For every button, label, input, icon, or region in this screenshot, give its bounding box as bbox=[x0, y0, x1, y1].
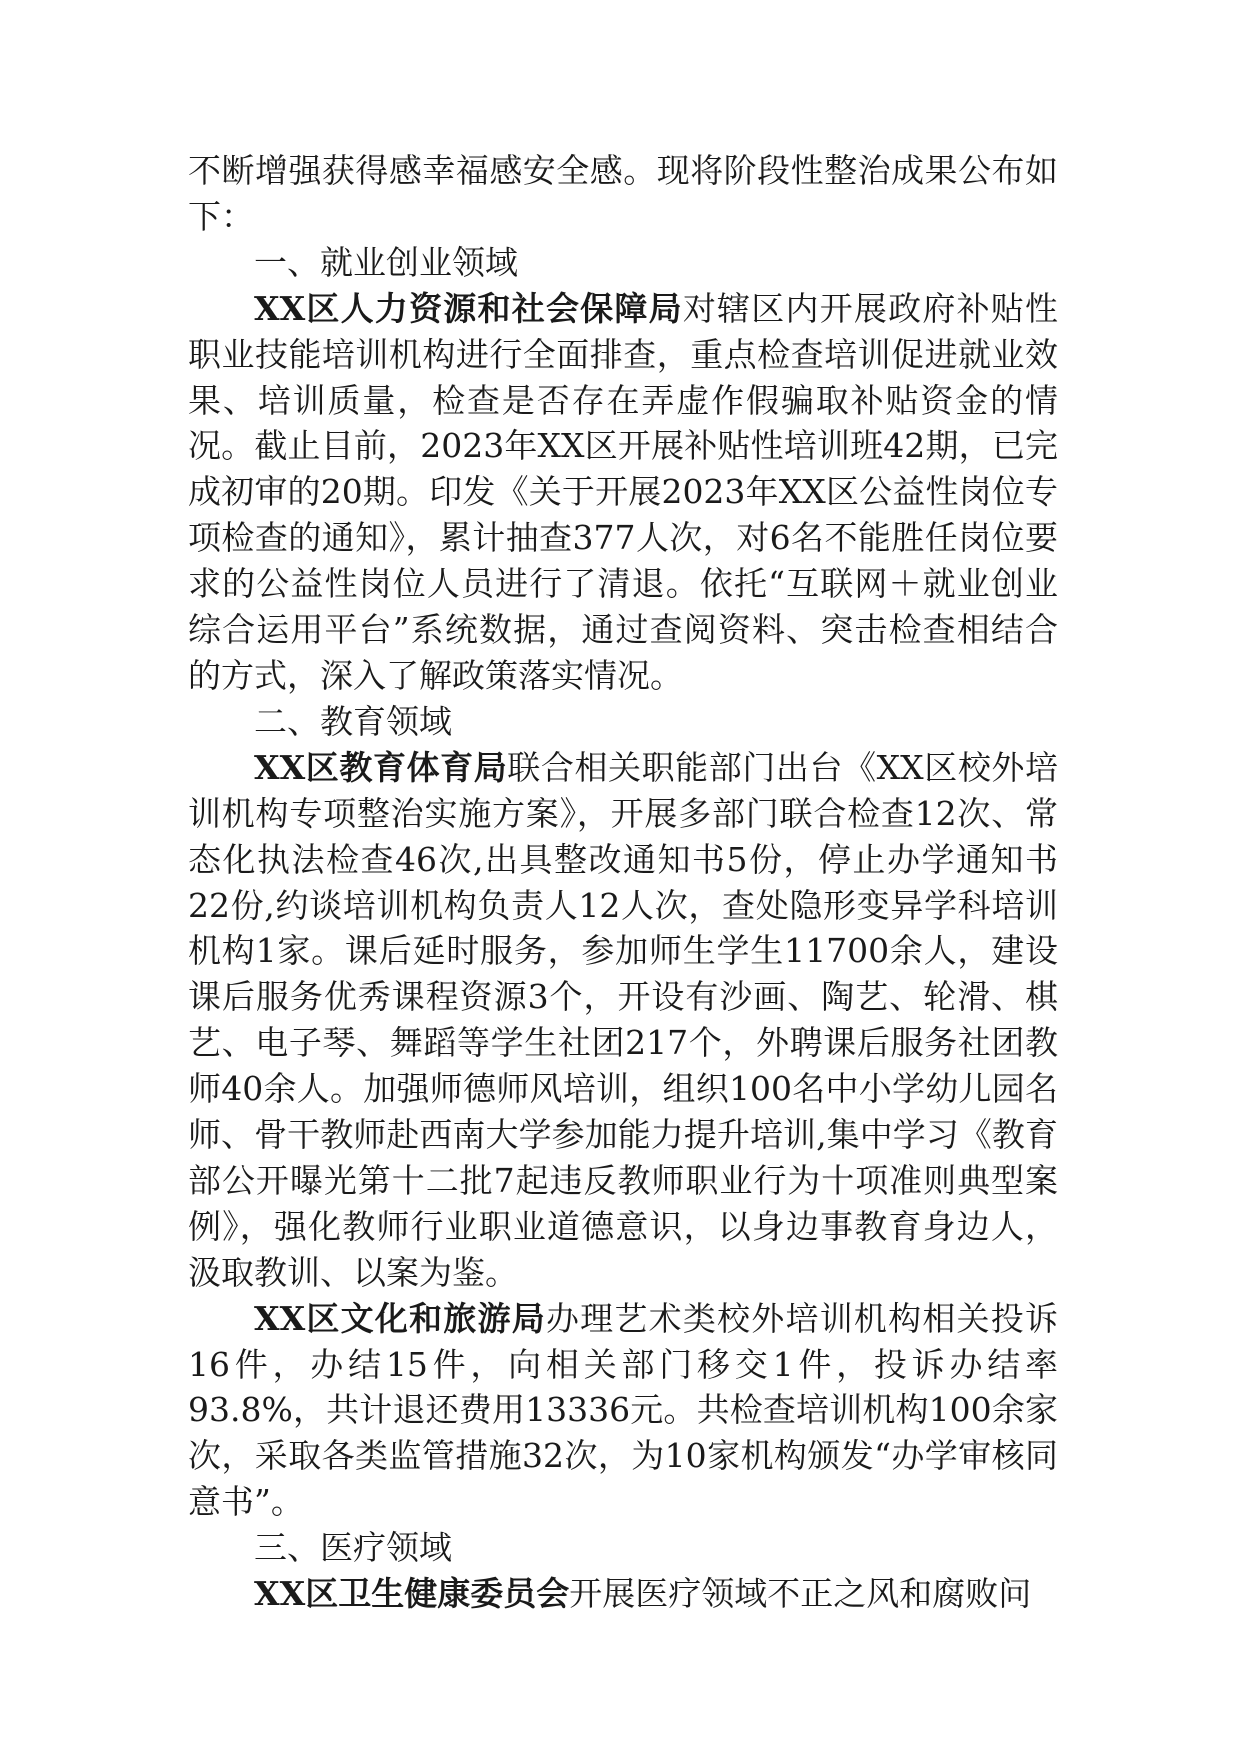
org-name: XX区人力资源和社会保障局 bbox=[254, 288, 683, 328]
paragraph-education-bureau bbox=[188, 745, 1058, 1296]
section-heading-education: 二、教育领域 bbox=[254, 701, 452, 741]
org-name: XX区卫生健康委员会 bbox=[254, 1574, 570, 1614]
section-heading-employment: 一、就业创业领域 bbox=[254, 242, 518, 282]
intro-paragraph: 不断增强获得感幸福感安全感。现将阶段性整治成果公布如下： bbox=[188, 151, 1058, 236]
paragraph-text: 办理艺术类校外培训机构相关投诉16件，办结15件，向相关部门移交1件，投诉办结率93.8%，共计退还费用13336元。共检查培训机构100余家次，采取各类监管措施32次，为10家机构颁发“办学审核同意书”。 bbox=[188, 1298, 1058, 1522]
paragraph-text: 对辖区内开展政府补贴性职业技能培训机构进行全面排查，重点检查培训促进就业效果、培训质量，检查是否存在弄虚作假骗取补贴资金的情况。截止目前，2023年XX区开展补贴性培训班42期，已完成初审的20期。印发《关于开展2023年XX区公益性岗位专项检查的通知》，累计抽查377人次，对6名不能胜任岗位要求的公益性岗位人员进行了清退。依托“互联网＋就业创业综合运用平台”系统数据，通过查阅资料、突击检查相结合的方式，深入了解政策落实情况。 bbox=[188, 288, 1059, 695]
org-name: XX区文化和旅游局 bbox=[254, 1298, 546, 1338]
paragraph-text: 联合相关职能部门出台《XX区校外培训机构专项整治实施方案》，开展多部门联合检查12次、常态化执法检查46次,出具整改通知书5份，停止办学通知书22份,约谈培训机构负责人12人次，查处隐形变异学科培训机构1家。课后延时服务，参加师生学生11700余人，建设课后服务优秀课程资源3个，开设有沙画、陶艺、轮滑、棋艺、电子琴、舞蹈等学生社团217个，外聘课后服务社团教师40余人。加强师德师风培训，组织100名中小学幼儿园名师、骨干教师赴西南大学参加能力提升培训,集中学习《教育部公开曝光第十二批7起违反教师职业行为十项准则典型案例》，强化教师行业职业道德意识，以身边事教育身边人，汲取教训、以案为鉴。 bbox=[188, 747, 1058, 1292]
paragraph-culture-tourism-bureau bbox=[188, 1296, 1058, 1526]
paragraph-health-commission bbox=[188, 1571, 1058, 1617]
org-name: XX区教育体育局 bbox=[254, 747, 508, 787]
paragraph-text: 开展医疗领域不正之风和腐败问 bbox=[569, 1574, 1032, 1614]
document-body bbox=[188, 148, 1058, 1617]
section-heading-medical: 三、医疗领域 bbox=[254, 1528, 452, 1568]
paragraph-hr-bureau bbox=[188, 286, 1058, 699]
